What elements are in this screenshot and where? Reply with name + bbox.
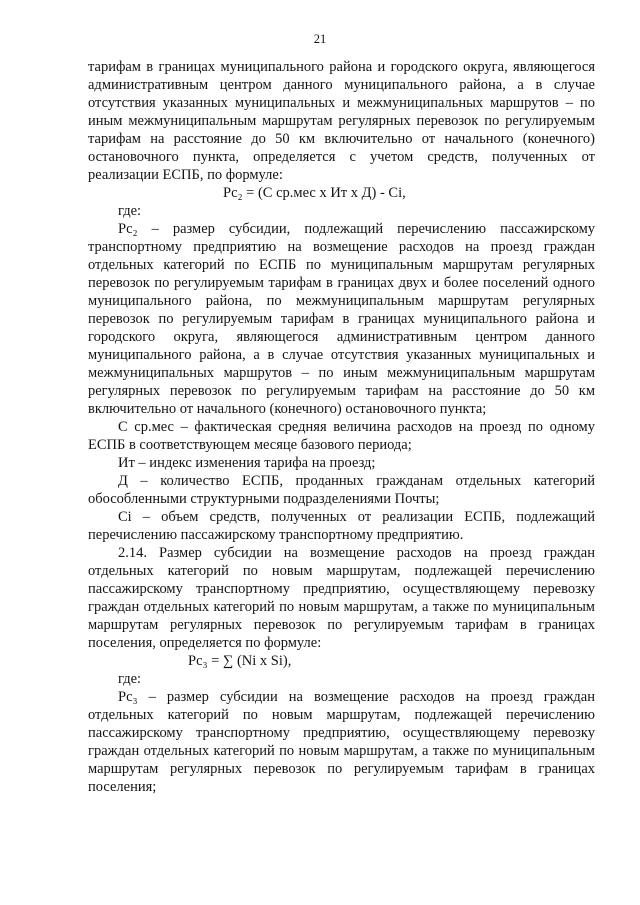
where-label-2: где: bbox=[118, 671, 142, 687]
definition-d: Д – количество ЕСПБ, проданных гражданам отдельных категорий обособленными структурными подразделениями Почты; bbox=[88, 473, 595, 507]
definition-ci: Сi – объем средств, полученных от реализации ЕСПБ, подлежащий перечислению пассажирскому транспортному предприятию. bbox=[88, 509, 595, 543]
formula-rc2: Рс₂ = (С ср.мес х Ит х Д) - Сi, bbox=[223, 185, 406, 201]
where-label: где: bbox=[118, 203, 142, 219]
definition-rc3: Рс₃ – размер субсидии на возмещение расходов на проезд граждан отдельных категорий по новым маршрутам, подлежащей перечислению пассажирскому транспортному предприятию, осуществляющему перевозку граждан отдельных категорий по новым маршрутам, а также по муниципальным маршрутам регулярных перевозок по регулируемым тарифам в границах поселения; bbox=[88, 689, 595, 795]
definition-it: Ит – индекс изменения тарифа на проезд; bbox=[118, 455, 376, 471]
paragraph-continuation: тарифам в границах муниципального района и городского округа, являющегося административным центром данного муниципального района, а в случае отсутствия указанных муниципальных и межмуниципальных маршрутов – по иным межмуниципальным маршрутам регулярных перевозок по регулируемым тарифам на расстояние до 50 км включительно от начального (конечного) остановочного пункта, определяется с учетом средств, полученных от реализации ЕСПБ, по формуле: bbox=[88, 59, 595, 183]
document-body bbox=[88, 58, 595, 796]
page-number: 21 bbox=[313, 32, 327, 46]
definition-c-sr-mes: С ср.мес – фактическая средняя величина расходов на проезд по одному ЕСПБ в соответствующем месяце базового периода; bbox=[88, 419, 595, 453]
definition-rc2: Рс₂ – размер субсидии, подлежащий перечислению пассажирскому транспортному предприятию на возмещение расходов на проезд граждан отдельных категорий по ЕСПБ по муниципальным маршрутам регулярных перевозок по регулируемым тарифам в границах двух и более поселений одного муниципального района, по межмуниципальным маршрутам регулярных перевозок по регулируемым тарифам в границах муниципального района и городского округа, являющегося административным центром данного муниципального района, а в случае отсутствия указанных муниципальных и межмуниципальных маршрутов – по иным межмуниципальным маршрутам регулярных перевозок по регулируемым тарифам на расстояние до 50 км включительно от начального (конечного) остановочного пункта; bbox=[88, 221, 595, 417]
clause-2-14: 2.14. Размер субсидии на возмещение расходов на проезд граждан отдельных категорий по новым маршрутам, подлежащей перечислению пассажирскому транспортному предприятию, осуществляющему перевозку граждан отдельных категорий по новым маршрутам, а также по муниципальным маршрутам регулярных перевозок по регулируемым тарифам в границах поселения, определяется по формуле: bbox=[88, 545, 595, 651]
formula-rc3: Рс₃ = ∑ (Ni x Si), bbox=[188, 653, 292, 669]
